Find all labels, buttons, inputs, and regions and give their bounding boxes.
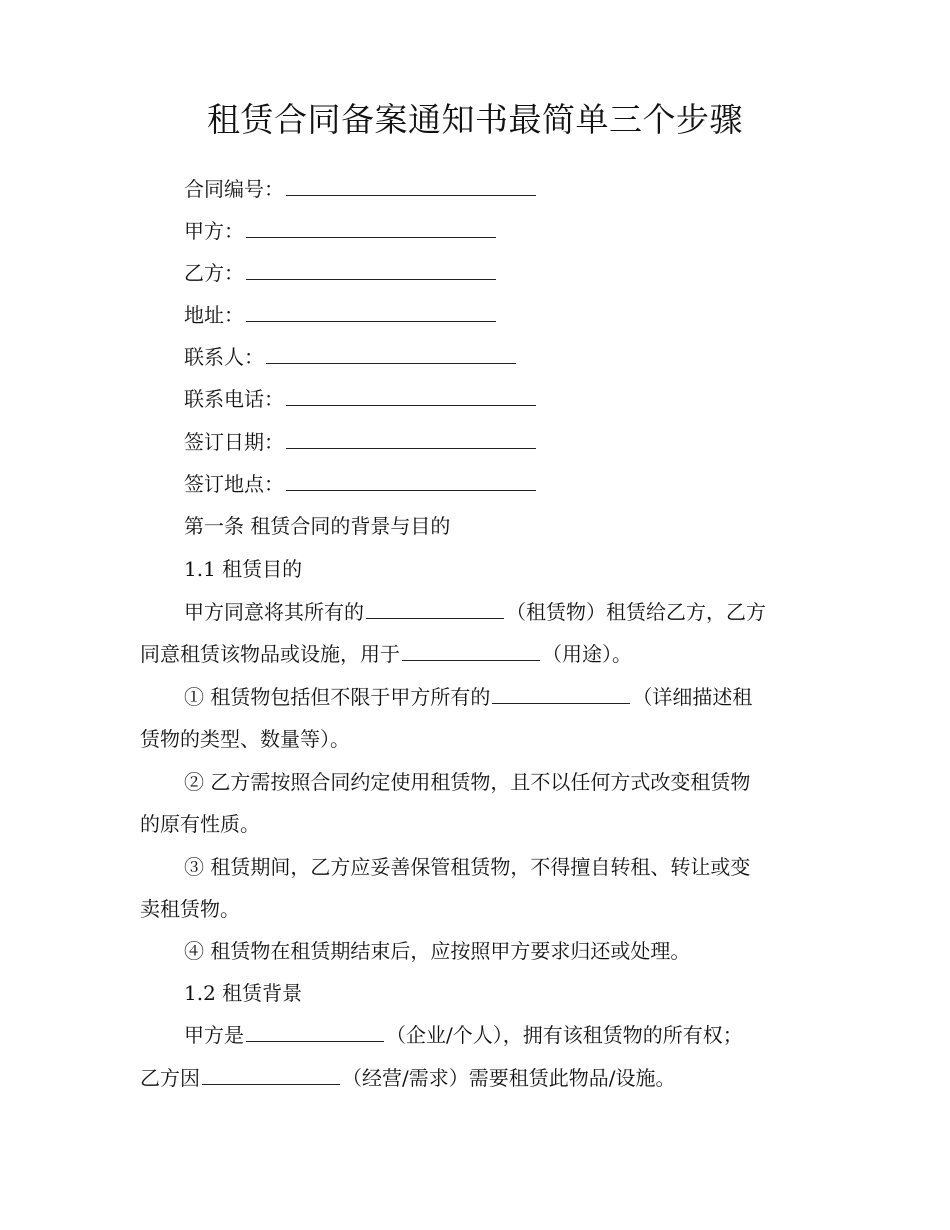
text-segment: （租赁物）租赁给乙方，乙方 (506, 600, 766, 624)
blank-line (286, 472, 536, 491)
list-item: ② 乙方需按照合同约定使用租赁物，且不以任何方式改变租赁物 (184, 770, 751, 794)
document-title: 租赁合同备案通知书最简单三个步骤 (207, 100, 743, 139)
text-segment: ① 租赁物包括但不限于甲方所有的 (184, 685, 491, 709)
field-contact-phone (184, 384, 810, 414)
text-segment: 甲方是 (184, 1023, 244, 1047)
section-heading-1-1: 1.1 租赁目的 (184, 557, 303, 581)
text-segment: 乙方因 (140, 1066, 200, 1090)
field-address (184, 300, 810, 330)
blank-line (246, 261, 496, 280)
section-heading-1-2: 1.2 租赁背景 (184, 981, 303, 1005)
list-item (184, 682, 810, 712)
blank-line (246, 1023, 384, 1042)
list-item: ③ 租赁期间，乙方应妥善保管租赁物，不得擅自转租、转让或变 (184, 855, 751, 879)
paragraph-line (140, 639, 810, 669)
field-contact-person (184, 342, 810, 372)
list-item-continuation: 赁物的类型、数量等）。 (140, 727, 350, 751)
field-signing-place (184, 469, 810, 499)
blank-line (286, 387, 536, 406)
field-label: 地址： (184, 303, 244, 327)
field-party-b (184, 258, 810, 288)
field-label: 甲方： (184, 219, 244, 243)
field-label: 签订地点： (184, 472, 284, 496)
field-label: 联系电话： (184, 387, 284, 411)
text-segment: （用途）。 (542, 642, 632, 666)
blank-line (266, 345, 516, 364)
list-item: ④ 租赁物在租赁期结束后，应按照甲方要求归还或处理。 (184, 939, 691, 963)
blank-line (246, 303, 496, 322)
text-segment: （详细描述租 (632, 685, 753, 709)
text-segment: 甲方同意将其所有的 (184, 600, 364, 624)
blank-line (286, 430, 536, 449)
blank-line (402, 642, 540, 661)
text-segment: （经营/需求）需要租赁此物品/设施。 (342, 1066, 676, 1090)
text-segment: 同意租赁该物品或设施，用于 (140, 642, 400, 666)
list-item-continuation: 卖租赁物。 (140, 897, 240, 921)
field-label: 签订日期： (184, 430, 284, 454)
paragraph-line (184, 597, 810, 627)
blank-line (246, 219, 496, 238)
text-segment: （企业/个人），拥有该租赁物的所有权； (386, 1023, 743, 1047)
blank-line (286, 177, 536, 196)
paragraph-line (184, 1020, 810, 1050)
paragraph-line (140, 1063, 810, 1093)
article-heading: 第一条 租赁合同的背景与目的 (184, 514, 451, 538)
blank-line (202, 1066, 340, 1085)
list-item-continuation: 的原有性质。 (140, 812, 260, 836)
field-label: 合同编号： (184, 177, 284, 201)
field-label: 乙方： (184, 261, 244, 285)
field-label: 联系人： (184, 345, 264, 369)
field-signing-date (184, 427, 810, 457)
field-contract-number (184, 174, 810, 204)
blank-line (492, 685, 630, 704)
field-party-a (184, 216, 810, 246)
blank-line (366, 600, 504, 619)
